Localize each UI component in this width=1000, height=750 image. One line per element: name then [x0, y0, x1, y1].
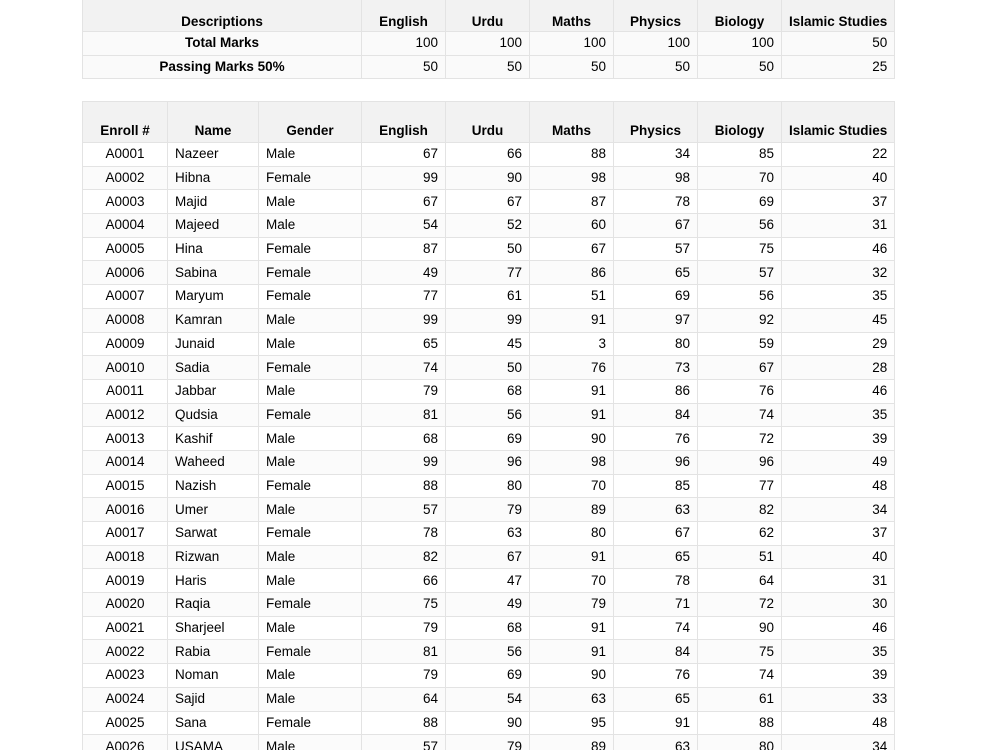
- marks-cell[interactable]: 68: [446, 379, 530, 403]
- marks-cell[interactable]: 86: [614, 379, 698, 403]
- marks-cell[interactable]: 74: [698, 403, 782, 427]
- marks-cell[interactable]: 89: [530, 498, 614, 522]
- name-cell[interactable]: Majid: [168, 190, 259, 214]
- marks-cell[interactable]: 78: [614, 569, 698, 593]
- marks-cell[interactable]: 81: [362, 640, 446, 664]
- marks-cell[interactable]: 57: [614, 237, 698, 261]
- marks-cell[interactable]: 61: [698, 687, 782, 711]
- gender-cell[interactable]: Male: [259, 664, 362, 688]
- gender-cell[interactable]: Male: [259, 379, 362, 403]
- summary-value-cell[interactable]: 100: [446, 32, 530, 56]
- name-cell[interactable]: Sajid: [168, 687, 259, 711]
- table-row: [83, 143, 895, 167]
- marks-cell[interactable]: 33: [782, 687, 895, 711]
- marks-cell[interactable]: 79: [362, 616, 446, 640]
- name-cell[interactable]: Sarwat: [168, 522, 259, 546]
- summary-column-header: Maths: [530, 0, 614, 32]
- marks-cell[interactable]: 56: [446, 640, 530, 664]
- marks-cell[interactable]: 82: [698, 498, 782, 522]
- gender-cell[interactable]: Male: [259, 498, 362, 522]
- marks-cell[interactable]: 34: [614, 143, 698, 167]
- marks-cell[interactable]: 31: [782, 214, 895, 238]
- summary-column-header: Physics: [614, 0, 698, 32]
- enroll-cell[interactable]: A0015: [83, 474, 168, 498]
- marks-cell[interactable]: 28: [782, 356, 895, 380]
- enroll-cell[interactable]: A0003: [83, 190, 168, 214]
- marks-cell[interactable]: 48: [782, 474, 895, 498]
- marks-cell[interactable]: 29: [782, 332, 895, 356]
- gender-cell[interactable]: Male: [259, 214, 362, 238]
- enroll-cell[interactable]: A0024: [83, 687, 168, 711]
- gender-cell[interactable]: Female: [259, 237, 362, 261]
- summary-row: [83, 55, 895, 79]
- marks-cell[interactable]: 46: [782, 379, 895, 403]
- gender-cell[interactable]: Male: [259, 687, 362, 711]
- table-row: [83, 261, 895, 285]
- gender-cell[interactable]: Male: [259, 450, 362, 474]
- table-row: [83, 545, 895, 569]
- marks-cell[interactable]: 69: [614, 285, 698, 309]
- students-column-header: Gender: [259, 102, 362, 143]
- marks-cell[interactable]: 67: [698, 356, 782, 380]
- marks-cell[interactable]: 52: [446, 214, 530, 238]
- summary-value-cell[interactable]: 50: [614, 55, 698, 79]
- marks-cell[interactable]: 67: [530, 237, 614, 261]
- gender-cell[interactable]: Male: [259, 569, 362, 593]
- students-column-header: Physics: [614, 102, 698, 143]
- name-cell[interactable]: Nazeer: [168, 143, 259, 167]
- table-row: [83, 450, 895, 474]
- enroll-cell[interactable]: A0004: [83, 214, 168, 238]
- marks-cell[interactable]: 91: [530, 379, 614, 403]
- marks-cell[interactable]: 51: [530, 285, 614, 309]
- name-cell[interactable]: Qudsia: [168, 403, 259, 427]
- marks-cell[interactable]: 75: [698, 640, 782, 664]
- enroll-cell[interactable]: A0023: [83, 664, 168, 688]
- marks-cell[interactable]: 70: [698, 166, 782, 190]
- enroll-cell[interactable]: A0001: [83, 143, 168, 167]
- marks-cell[interactable]: 32: [782, 261, 895, 285]
- marks-cell[interactable]: 99: [446, 308, 530, 332]
- name-cell[interactable]: Umer: [168, 498, 259, 522]
- marks-cell[interactable]: 84: [614, 403, 698, 427]
- marks-cell[interactable]: 79: [446, 498, 530, 522]
- marks-cell[interactable]: 92: [698, 308, 782, 332]
- marks-cell[interactable]: 67: [614, 214, 698, 238]
- students-table: [82, 101, 895, 750]
- marks-cell[interactable]: 67: [362, 143, 446, 167]
- gender-cell[interactable]: Female: [259, 285, 362, 309]
- marks-cell[interactable]: 79: [362, 379, 446, 403]
- marks-cell[interactable]: 57: [698, 261, 782, 285]
- enroll-cell[interactable]: A0010: [83, 356, 168, 380]
- name-cell[interactable]: Nazish: [168, 474, 259, 498]
- marks-cell[interactable]: 88: [362, 474, 446, 498]
- name-cell[interactable]: Sadia: [168, 356, 259, 380]
- gender-cell[interactable]: Male: [259, 735, 362, 750]
- marks-cell[interactable]: 74: [698, 664, 782, 688]
- marks-cell[interactable]: 98: [530, 450, 614, 474]
- marks-cell[interactable]: 67: [614, 522, 698, 546]
- name-cell[interactable]: Junaid: [168, 332, 259, 356]
- marks-cell[interactable]: 98: [614, 166, 698, 190]
- summary-value-cell[interactable]: 25: [782, 55, 895, 79]
- marks-cell[interactable]: 89: [530, 735, 614, 750]
- marks-cell[interactable]: 57: [362, 735, 446, 750]
- enroll-cell[interactable]: A0007: [83, 285, 168, 309]
- marks-cell[interactable]: 70: [530, 474, 614, 498]
- summary-header-row: [83, 0, 895, 32]
- summary-value-cell[interactable]: 50: [530, 55, 614, 79]
- name-cell[interactable]: Hina: [168, 237, 259, 261]
- marks-cell[interactable]: 37: [782, 190, 895, 214]
- marks-cell[interactable]: 80: [698, 735, 782, 750]
- name-cell[interactable]: Jabbar: [168, 379, 259, 403]
- gender-cell[interactable]: Male: [259, 332, 362, 356]
- marks-cell[interactable]: 87: [362, 237, 446, 261]
- gender-cell[interactable]: Female: [259, 593, 362, 617]
- marks-cell[interactable]: 3: [530, 332, 614, 356]
- students-column-header: Islamic Studies: [782, 102, 895, 143]
- marks-cell[interactable]: 69: [446, 427, 530, 451]
- enroll-cell[interactable]: A0020: [83, 593, 168, 617]
- table-row: [83, 664, 895, 688]
- students-column-header: Biology: [698, 102, 782, 143]
- marks-cell[interactable]: 74: [362, 356, 446, 380]
- marks-cell[interactable]: 88: [698, 711, 782, 735]
- enroll-cell[interactable]: A0012: [83, 403, 168, 427]
- marks-cell[interactable]: 69: [446, 664, 530, 688]
- marks-cell[interactable]: 39: [782, 664, 895, 688]
- marks-cell[interactable]: 85: [614, 474, 698, 498]
- marks-cell[interactable]: 81: [362, 403, 446, 427]
- marks-cell[interactable]: 65: [614, 687, 698, 711]
- name-cell[interactable]: Noman: [168, 664, 259, 688]
- summary-value-cell[interactable]: 50: [698, 55, 782, 79]
- marks-cell[interactable]: 30: [782, 593, 895, 617]
- marks-cell[interactable]: 86: [530, 261, 614, 285]
- marks-cell[interactable]: 51: [698, 545, 782, 569]
- marks-cell[interactable]: 35: [782, 640, 895, 664]
- enroll-cell[interactable]: A0025: [83, 711, 168, 735]
- summary-column-header: Biology: [698, 0, 782, 32]
- marks-cell[interactable]: 79: [446, 735, 530, 750]
- table-row: [83, 711, 895, 735]
- marks-cell[interactable]: 77: [362, 285, 446, 309]
- table-row: [83, 379, 895, 403]
- table-row: [83, 403, 895, 427]
- marks-cell[interactable]: 49: [362, 261, 446, 285]
- name-cell[interactable]: Sharjeel: [168, 616, 259, 640]
- marks-cell[interactable]: 98: [530, 166, 614, 190]
- marks-cell[interactable]: 99: [362, 308, 446, 332]
- table-row: [83, 190, 895, 214]
- marks-cell[interactable]: 56: [698, 214, 782, 238]
- marks-cell[interactable]: 59: [698, 332, 782, 356]
- marks-cell[interactable]: 77: [446, 261, 530, 285]
- name-cell[interactable]: Raqia: [168, 593, 259, 617]
- table-row: [83, 237, 895, 261]
- marks-cell[interactable]: 61: [446, 285, 530, 309]
- marks-cell[interactable]: 35: [782, 285, 895, 309]
- marks-cell[interactable]: 96: [446, 450, 530, 474]
- enroll-cell[interactable]: A0014: [83, 450, 168, 474]
- marks-cell[interactable]: 91: [530, 616, 614, 640]
- marks-cell[interactable]: 70: [530, 569, 614, 593]
- enroll-cell[interactable]: A0016: [83, 498, 168, 522]
- marks-cell[interactable]: 87: [530, 190, 614, 214]
- gender-cell[interactable]: Male: [259, 616, 362, 640]
- summary-value-cell[interactable]: 50: [446, 55, 530, 79]
- marks-cell[interactable]: 40: [782, 545, 895, 569]
- marks-cell[interactable]: 60: [530, 214, 614, 238]
- summary-value-cell[interactable]: 100: [530, 32, 614, 56]
- gender-cell[interactable]: Male: [259, 190, 362, 214]
- name-cell[interactable]: USAMA: [168, 735, 259, 750]
- name-cell[interactable]: Maryum: [168, 285, 259, 309]
- marks-cell[interactable]: 63: [530, 687, 614, 711]
- marks-cell[interactable]: 80: [614, 332, 698, 356]
- marks-cell[interactable]: 76: [530, 356, 614, 380]
- gender-cell[interactable]: Female: [259, 166, 362, 190]
- marks-cell[interactable]: 76: [614, 664, 698, 688]
- marks-cell[interactable]: 63: [446, 522, 530, 546]
- summary-description-cell[interactable]: Passing Marks 50%: [83, 55, 362, 79]
- students-column-header: Urdu: [446, 102, 530, 143]
- marks-cell[interactable]: 48: [782, 711, 895, 735]
- table-row: [83, 593, 895, 617]
- marks-cell[interactable]: 90: [530, 427, 614, 451]
- students-column-header: Maths: [530, 102, 614, 143]
- name-cell[interactable]: Sana: [168, 711, 259, 735]
- marks-cell[interactable]: 66: [362, 569, 446, 593]
- enroll-cell[interactable]: A0006: [83, 261, 168, 285]
- marks-cell[interactable]: 96: [614, 450, 698, 474]
- marks-cell[interactable]: 95: [530, 711, 614, 735]
- marks-cell[interactable]: 75: [698, 237, 782, 261]
- marks-cell[interactable]: 78: [614, 190, 698, 214]
- gender-cell[interactable]: Female: [259, 261, 362, 285]
- marks-cell[interactable]: 54: [446, 687, 530, 711]
- summary-row: [83, 32, 895, 56]
- marks-cell[interactable]: 74: [614, 616, 698, 640]
- marks-cell[interactable]: 35: [782, 403, 895, 427]
- marks-cell[interactable]: 46: [782, 616, 895, 640]
- marks-cell[interactable]: 79: [362, 664, 446, 688]
- marks-cell[interactable]: 88: [530, 143, 614, 167]
- table-row: [83, 569, 895, 593]
- name-cell[interactable]: Kashif: [168, 427, 259, 451]
- students-column-header: Name: [168, 102, 259, 143]
- marks-cell[interactable]: 39: [782, 427, 895, 451]
- name-cell[interactable]: Waheed: [168, 450, 259, 474]
- marks-cell[interactable]: 66: [446, 143, 530, 167]
- marks-cell[interactable]: 63: [614, 498, 698, 522]
- summary-column-header: Urdu: [446, 0, 530, 32]
- gender-cell[interactable]: Male: [259, 143, 362, 167]
- table-row: [83, 356, 895, 380]
- summary-value-cell[interactable]: 50: [362, 55, 446, 79]
- marks-cell[interactable]: 45: [782, 308, 895, 332]
- marks-cell[interactable]: 69: [698, 190, 782, 214]
- table-row: [83, 735, 895, 750]
- marks-cell[interactable]: 99: [362, 166, 446, 190]
- enroll-cell[interactable]: A0022: [83, 640, 168, 664]
- marks-cell[interactable]: 50: [446, 237, 530, 261]
- gender-cell[interactable]: Female: [259, 356, 362, 380]
- enroll-cell[interactable]: A0019: [83, 569, 168, 593]
- enroll-cell[interactable]: A0011: [83, 379, 168, 403]
- marks-cell[interactable]: 68: [362, 427, 446, 451]
- marks-cell[interactable]: 40: [782, 166, 895, 190]
- gender-cell[interactable]: Female: [259, 640, 362, 664]
- enroll-cell[interactable]: A0017: [83, 522, 168, 546]
- marks-cell[interactable]: 31: [782, 569, 895, 593]
- marks-cell[interactable]: 49: [446, 593, 530, 617]
- table-row: [83, 616, 895, 640]
- name-cell[interactable]: Haris: [168, 569, 259, 593]
- marks-cell[interactable]: 34: [782, 498, 895, 522]
- summary-value-cell[interactable]: 100: [362, 32, 446, 56]
- marks-cell[interactable]: 90: [446, 166, 530, 190]
- marks-cell[interactable]: 63: [614, 735, 698, 750]
- marks-cell[interactable]: 56: [446, 403, 530, 427]
- marks-cell[interactable]: 91: [530, 545, 614, 569]
- marks-cell[interactable]: 91: [614, 711, 698, 735]
- table-row: [83, 332, 895, 356]
- gender-cell[interactable]: Female: [259, 403, 362, 427]
- table-row: [83, 687, 895, 711]
- name-cell[interactable]: Rizwan: [168, 545, 259, 569]
- marks-cell[interactable]: 73: [614, 356, 698, 380]
- table-row: [83, 498, 895, 522]
- marks-cell[interactable]: 22: [782, 143, 895, 167]
- students-column-header: Enroll #: [83, 102, 168, 143]
- marks-cell[interactable]: 56: [698, 285, 782, 309]
- summary-value-cell[interactable]: 100: [698, 32, 782, 56]
- marks-cell[interactable]: 96: [698, 450, 782, 474]
- marks-cell[interactable]: 90: [698, 616, 782, 640]
- students-header-row: [83, 102, 895, 143]
- marks-cell[interactable]: 76: [614, 427, 698, 451]
- marks-cell[interactable]: 91: [530, 403, 614, 427]
- marks-cell[interactable]: 37: [782, 522, 895, 546]
- summary-description-cell[interactable]: Total Marks: [83, 32, 362, 56]
- marks-cell[interactable]: 79: [530, 593, 614, 617]
- name-cell[interactable]: Hibna: [168, 166, 259, 190]
- enroll-cell[interactable]: A0008: [83, 308, 168, 332]
- marks-cell[interactable]: 34: [782, 735, 895, 750]
- table-row: [83, 214, 895, 238]
- enroll-cell[interactable]: A0005: [83, 237, 168, 261]
- marks-cell[interactable]: 84: [614, 640, 698, 664]
- marks-cell[interactable]: 82: [362, 545, 446, 569]
- summary-value-cell[interactable]: 50: [782, 32, 895, 56]
- marks-cell[interactable]: 76: [698, 379, 782, 403]
- marks-cell[interactable]: 45: [446, 332, 530, 356]
- gender-cell[interactable]: Female: [259, 522, 362, 546]
- summary-column-header: Descriptions: [83, 0, 362, 32]
- students-column-header: English: [362, 102, 446, 143]
- marks-cell[interactable]: 80: [446, 474, 530, 498]
- marks-cell[interactable]: 90: [530, 664, 614, 688]
- marks-cell[interactable]: 65: [362, 332, 446, 356]
- name-cell[interactable]: Majeed: [168, 214, 259, 238]
- table-row: [83, 522, 895, 546]
- marks-cell[interactable]: 99: [362, 450, 446, 474]
- name-cell[interactable]: Rabia: [168, 640, 259, 664]
- marks-cell[interactable]: 78: [362, 522, 446, 546]
- gender-cell[interactable]: Female: [259, 711, 362, 735]
- table-row: [83, 308, 895, 332]
- gender-cell[interactable]: Male: [259, 308, 362, 332]
- marks-cell[interactable]: 90: [446, 711, 530, 735]
- marks-cell[interactable]: 85: [698, 143, 782, 167]
- marks-cell[interactable]: 80: [530, 522, 614, 546]
- summary-column-header: English: [362, 0, 446, 32]
- table-row: [83, 166, 895, 190]
- summary-value-cell[interactable]: 100: [614, 32, 698, 56]
- marks-cell[interactable]: 62: [698, 522, 782, 546]
- enroll-cell[interactable]: A0002: [83, 166, 168, 190]
- marks-cell[interactable]: 91: [530, 640, 614, 664]
- marks-cell[interactable]: 64: [362, 687, 446, 711]
- gender-cell[interactable]: Male: [259, 427, 362, 451]
- gender-cell[interactable]: Female: [259, 474, 362, 498]
- enroll-cell[interactable]: A0021: [83, 616, 168, 640]
- marks-cell[interactable]: 50: [446, 356, 530, 380]
- marks-cell[interactable]: 49: [782, 450, 895, 474]
- enroll-cell[interactable]: A0013: [83, 427, 168, 451]
- marks-cell[interactable]: 75: [362, 593, 446, 617]
- marks-cell[interactable]: 72: [698, 593, 782, 617]
- name-cell[interactable]: Sabina: [168, 261, 259, 285]
- marks-cell[interactable]: 65: [614, 261, 698, 285]
- marks-cell[interactable]: 64: [698, 569, 782, 593]
- marks-cell[interactable]: 72: [698, 427, 782, 451]
- gender-cell[interactable]: Male: [259, 545, 362, 569]
- enroll-cell[interactable]: A0009: [83, 332, 168, 356]
- marks-cell[interactable]: 57: [362, 498, 446, 522]
- marks-cell[interactable]: 67: [446, 545, 530, 569]
- summary-column-header: Islamic Studies: [782, 0, 895, 32]
- table-row: [83, 427, 895, 451]
- marks-cell[interactable]: 88: [362, 711, 446, 735]
- table-row: [83, 474, 895, 498]
- enroll-cell[interactable]: A0018: [83, 545, 168, 569]
- marks-cell[interactable]: 65: [614, 545, 698, 569]
- summary-table: [82, 0, 895, 79]
- marks-cell[interactable]: 54: [362, 214, 446, 238]
- table-row: [83, 285, 895, 309]
- table-row: [83, 640, 895, 664]
- name-cell[interactable]: Kamran: [168, 308, 259, 332]
- marks-cell[interactable]: 91: [530, 308, 614, 332]
- marks-cell[interactable]: 77: [698, 474, 782, 498]
- marks-cell[interactable]: 46: [782, 237, 895, 261]
- marks-cell[interactable]: 67: [446, 190, 530, 214]
- marks-cell[interactable]: 47: [446, 569, 530, 593]
- marks-cell[interactable]: 97: [614, 308, 698, 332]
- marks-cell[interactable]: 67: [362, 190, 446, 214]
- enroll-cell[interactable]: A0026: [83, 735, 168, 750]
- marks-cell[interactable]: 71: [614, 593, 698, 617]
- marks-cell[interactable]: 68: [446, 616, 530, 640]
